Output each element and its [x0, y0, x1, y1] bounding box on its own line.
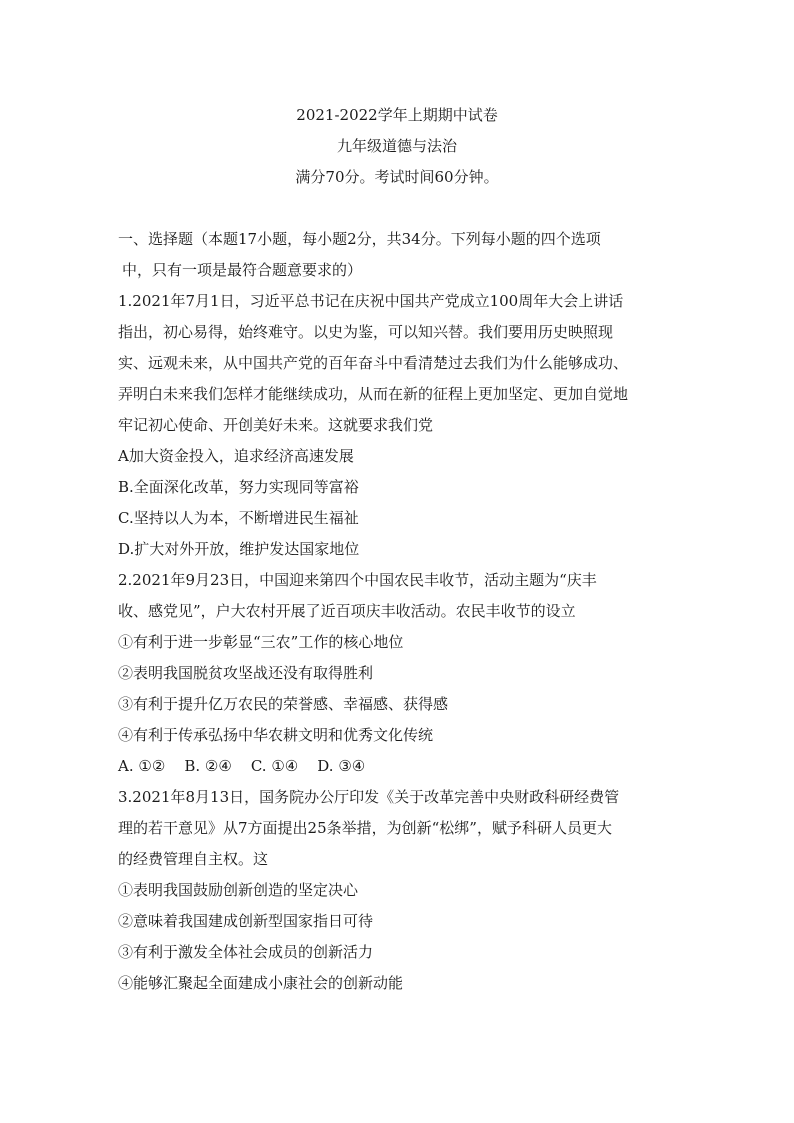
question-1-stem: 牢记初心使命、开创美好未来。这就要求我们党	[118, 416, 434, 434]
question-2-statement-4: ④有利于传承弘扬中华农耕文明和优秀文化传统	[118, 726, 434, 744]
question-3-statement-4: ④能够汇聚起全面建成小康社会的创新动能	[118, 974, 404, 992]
exam-info: 满分70分。考试时间60分钟。	[295, 168, 499, 186]
exam-content	[118, 224, 678, 999]
question-2-statement-2: ②表明我国脱贫攻坚战还没有取得胜利	[118, 664, 374, 682]
question-1-stem: 指出，初心易得，始终难守。以史为鉴，可以知兴替。我们要用历史映照现	[118, 323, 614, 341]
question-2-choices: A. ①② B. ②④ C. ①④ D. ③④	[118, 757, 366, 775]
question-1-option-d: D.扩大对外开放，维护发达国家地位	[118, 540, 360, 558]
question-1-stem: 弄明白未来我们怎样才能继续成功，从而在新的征程上更加坚定、更加自觉地	[118, 385, 629, 403]
question-2-statement-3: ③有利于提升亿万农民的荣誉感、幸福感、获得感	[118, 695, 449, 713]
question-1-option-a: A加大资金投入，追求经济高速发展	[118, 447, 354, 465]
question-3-statement-2: ②意味着我国建成创新型国家指日可待	[118, 912, 374, 930]
section-heading-line: 一、选择题（本题17小题，每小题2分，共34分。下列每小题的四个选项	[118, 230, 601, 248]
exam-header	[0, 100, 794, 193]
question-2-stem: 2.2021年9月23日，中国迎来第四个中国农民丰收节，活动主题为“庆丰	[118, 571, 597, 589]
question-1-stem: 实、远观未来，从中国共产党的百年奋斗中看清楚过去我们为什么能够成功、	[118, 354, 629, 372]
question-2-stem: 收、感党见”，户大农村开展了近百项庆丰收活动。农民丰收节的设立	[118, 602, 576, 620]
exam-subject: 九年级道德与法治	[336, 137, 457, 155]
question-3-stem: 理的若干意见》从7方面提出25条举措，为创新“松绑”，赋予科研人员更大	[118, 819, 612, 837]
question-3-stem: 3.2021年8月13日，国务院办公厅印发《关于改革完善中央财政科研经费管	[118, 788, 620, 806]
question-2-statement-1: ①有利于进一步彰显“三农”工作的核心地位	[118, 633, 404, 651]
question-3-statement-1: ①表明我国鼓励创新创造的坚定决心	[118, 881, 359, 899]
question-3-statement-3: ③有利于激发全体社会成员的创新活力	[118, 943, 374, 961]
question-1-option-b: B.全面深化改革，努力实现同等富裕	[118, 478, 359, 496]
question-1-option-c: C.坚持以人为本，不断增进民生福祉	[118, 509, 359, 527]
question-3-stem: 的经费管理自主权。这	[118, 850, 269, 868]
question-1-stem: 1.2021年7月1日，习近平总书记在庆祝中国共产党成立100周年大会上讲话	[118, 292, 624, 310]
exam-title: 2021-2022学年上期期中试卷	[296, 106, 498, 124]
section-heading-line: 中，只有一项是最符合题意要求的）	[122, 261, 363, 279]
